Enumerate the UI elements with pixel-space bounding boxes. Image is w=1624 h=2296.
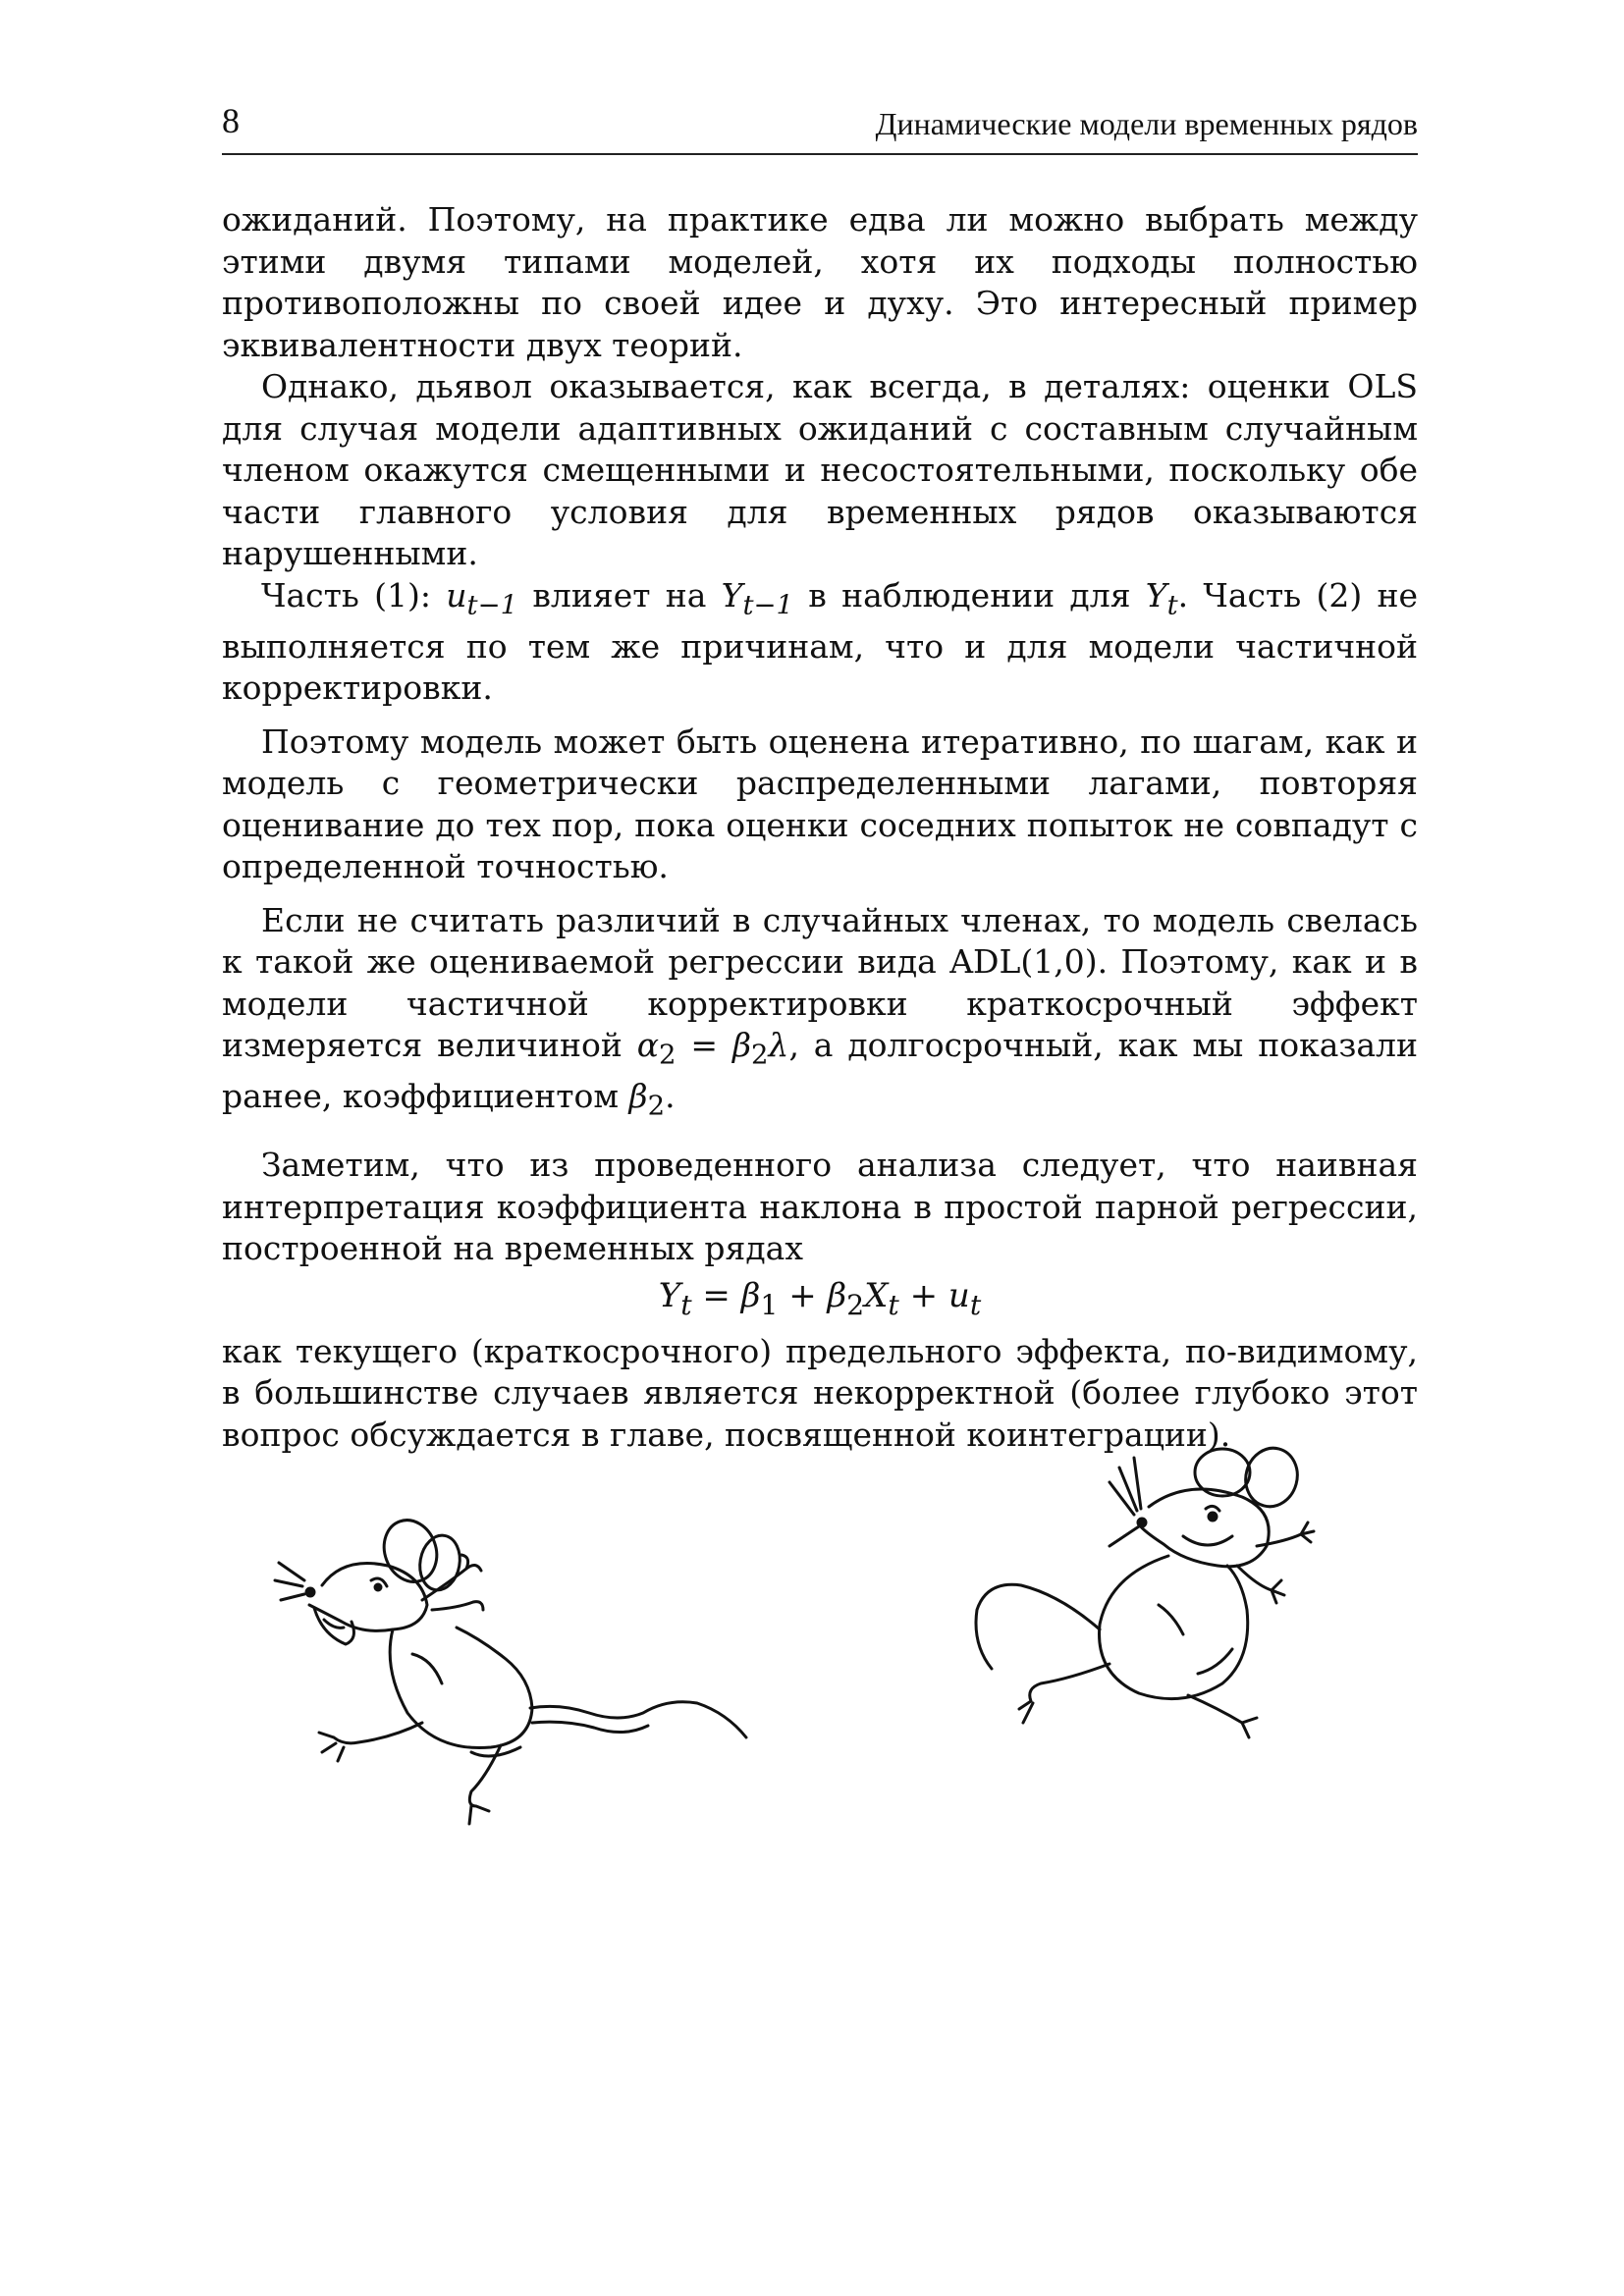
mouse-left-illustration (265, 1512, 776, 1836)
paragraph-1: ожиданий. Поэтому, на практике едва ли можно выбрать между этими двумя типами моделей, хотя их подходы полностью противоположны по своей идее и духу. Это интересный пример эквивалентности двух теорий. (222, 200, 1418, 364)
paragraph-4: Поэтому модель может быть оценена итеративно, по шагам, как и модель с геометрически распределенными лагами, повторяя оценивание до тех пор, пока оценки соседних попыток не совпадут с определенной точностью. (222, 721, 1418, 886)
paragraph-7: как текущего (краткосрочного) предельного эффекта, по-видимому, в большинстве случаев является некорректной (более глубоко этот вопрос обсуждается в главе, посвященной коинтеграции). (222, 1331, 1418, 1454)
page-number: 8 (222, 101, 240, 140)
regression-formula: $Y_t = \beta_1 + \beta_2X_t + u_t$ (658, 1275, 982, 1321)
mouse-right-illustration (962, 1438, 1375, 1762)
body-text (222, 199, 1418, 1456)
paragraph-5: Если не считать различий в случайных членах, то модель свелась к такой же оцениваемой регрессии вида ADL(1,0). Поэтому, как и в модели частичной корректировки краткосрочный эффект измеряется величиной $\alpha_2 = \beta_2\lambda$, а долгосрочный, как мы показали ранее, коэффициентом $\beta_2$. (222, 900, 1418, 1122)
page-header (222, 94, 1418, 155)
paragraph-3: Часть (1): $u_{t-1}$ влияет на $Y_{t-1}$ в наблюдении для $Y_t$. Часть (2) не выполняется по тем же причинам, что и для модели частичной корректировки. (222, 575, 1419, 708)
paragraph-6: Заметим, что из проведенного анализа следует, что наивная интерпретация коэффициента наклона в простой парной регрессии, построенной на временных рядах (222, 1146, 1418, 1268)
running-title: Динамические модели временных рядов (875, 106, 1418, 141)
paragraph-2: Однако, дьявол оказывается, как всегда, в деталях: оценки OLS для случая модели адаптивных ожиданий с составным случайным членом окажутся смещенными и несостоятельными, поскольку обе части главного условия для временных рядов оказываются нарушенными. (222, 367, 1418, 572)
